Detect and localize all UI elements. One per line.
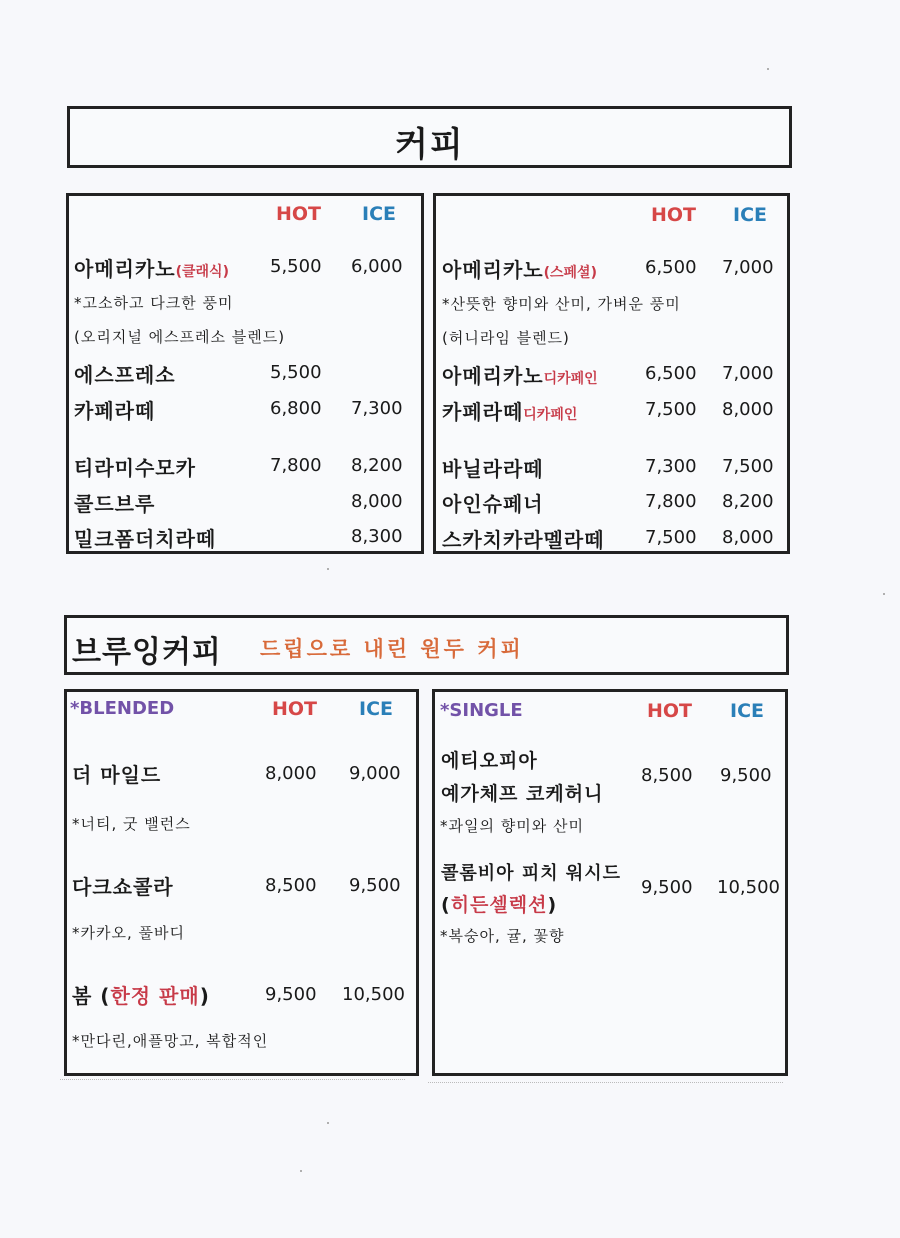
price-ice: 8,000 <box>351 491 403 512</box>
ice-header: ICE <box>362 203 396 225</box>
menu-item-decaf-americano <box>442 360 598 389</box>
special-coffee-panel <box>433 193 790 554</box>
price-ice: 10,500 <box>717 877 780 898</box>
scan-speck <box>883 593 885 595</box>
item-tag: (스페셜) <box>543 265 597 281</box>
menu-item-name: 밀크폼더치라떼 <box>74 527 217 551</box>
scan-dotted-line <box>60 1079 405 1080</box>
menu-item-americano-special <box>442 254 597 283</box>
menu-item-name: 바닐라라떼 <box>442 457 544 481</box>
price-ice: 8,000 <box>722 399 774 420</box>
menu-item-name: 콜드브루 <box>74 492 156 516</box>
price-ice: 10,500 <box>342 984 405 1005</box>
price-hot: 7,500 <box>645 527 697 548</box>
single-panel <box>432 689 788 1076</box>
menu-item-name: 아인슈페너 <box>442 492 544 516</box>
menu-item-hidden-selection <box>441 890 557 917</box>
single-label: *SINGLE <box>440 700 523 721</box>
item-note: *산뜻한 향미와 산미, 가벼운 풍미 <box>442 295 681 313</box>
limited-tag: 한정 판매 <box>110 984 200 1008</box>
menu-item-name: 에스프레소 <box>74 363 176 387</box>
item-note: *너티, 굿 밸런스 <box>72 815 191 833</box>
price-ice: 7,000 <box>722 363 774 384</box>
price-hot: 8,000 <box>265 763 317 784</box>
item-name: 카페라떼 <box>442 400 524 424</box>
item-note: *만다린,애플망고, 복합적인 <box>72 1032 269 1050</box>
price-ice: 6,000 <box>351 256 403 277</box>
price-ice: 9,500 <box>349 875 401 896</box>
price-hot: 7,800 <box>645 491 697 512</box>
price-ice: 8,000 <box>722 527 774 548</box>
menu-item-name: 티라미수모카 <box>74 456 196 480</box>
scan-speck <box>327 568 329 570</box>
price-hot: 5,500 <box>270 362 322 383</box>
price-ice: 7,500 <box>722 456 774 477</box>
item-note: *복숭아, 귤, 꽃향 <box>440 927 565 945</box>
scan-speck <box>767 68 769 70</box>
menu-item-name: 스카치카라멜라떼 <box>442 528 605 552</box>
price-ice: 8,200 <box>351 455 403 476</box>
hot-header: HOT <box>276 203 322 225</box>
price-ice: 7,300 <box>351 398 403 419</box>
menu-item-name: 카페라떼 <box>74 399 156 423</box>
hidden-selection-tag: 히든셀렉션 <box>450 894 548 916</box>
item-note: (허니라임 블렌드) <box>442 329 570 347</box>
price-ice: 9,500 <box>720 765 772 786</box>
item-note: *카카오, 풀바디 <box>72 924 185 942</box>
item-name: 아메리카노 <box>442 258 544 282</box>
menu-item-decaf-latte <box>442 396 577 425</box>
item-name: 아메리카노 <box>442 364 544 388</box>
coffee-title: 커피 <box>395 125 465 165</box>
menu-item-americano-classic <box>74 253 229 282</box>
item-note: (오리지널 에스프레소 블렌드) <box>74 328 286 346</box>
menu-item-name: 콜롬비아 피치 워시드 <box>441 863 622 884</box>
price-hot: 9,500 <box>265 984 317 1005</box>
item-tag: (클래식) <box>175 264 229 280</box>
classic-coffee-panel <box>66 193 424 554</box>
price-hot: 7,500 <box>645 399 697 420</box>
brewing-subtitle: 드립으로 내린 원두 커피 <box>260 637 524 661</box>
price-hot: 6,800 <box>270 398 322 419</box>
item-note: *과일의 향미와 산미 <box>440 817 584 835</box>
item-name: 봄 ( <box>72 984 111 1008</box>
item-tag: 디카페인 <box>543 371 598 387</box>
price-hot: 5,500 <box>270 256 322 277</box>
blended-label: *BLENDED <box>70 698 175 719</box>
price-ice: 8,300 <box>351 526 403 547</box>
menu-item-name: 다크쇼콜라 <box>72 875 174 899</box>
item-tag: 디카페인 <box>523 407 578 423</box>
blended-panel <box>64 689 419 1076</box>
price-hot: 8,500 <box>641 765 693 786</box>
hot-header: HOT <box>651 204 697 226</box>
price-hot: 7,300 <box>645 456 697 477</box>
menu-item-name: 에티오피아 <box>441 750 538 772</box>
price-hot: 8,500 <box>265 875 317 896</box>
menu-item-spring-limited <box>72 980 210 1009</box>
menu-item-name-line2: 예가체프 코케허니 <box>441 783 604 805</box>
scan-speck <box>300 1170 302 1172</box>
price-hot: 7,800 <box>270 455 322 476</box>
price-hot: 6,500 <box>645 363 697 384</box>
price-ice: 8,200 <box>722 491 774 512</box>
scan-speck <box>327 1122 329 1124</box>
paren-open: ( <box>441 894 451 916</box>
price-hot: 9,500 <box>641 877 693 898</box>
item-name-close: ) <box>199 984 210 1008</box>
hot-header: HOT <box>647 700 693 722</box>
price-ice: 9,000 <box>349 763 401 784</box>
paren-close: ) <box>547 894 558 916</box>
brewing-header-box <box>64 615 789 675</box>
menu-item-name: 더 마일드 <box>72 763 162 787</box>
price-hot: 6,500 <box>645 257 697 278</box>
hot-header: HOT <box>272 698 318 720</box>
coffee-header-box <box>67 106 792 168</box>
scan-dotted-line <box>428 1082 783 1083</box>
price-ice: 7,000 <box>722 257 774 278</box>
item-name: 아메리카노 <box>74 257 176 281</box>
ice-header: ICE <box>359 698 393 720</box>
ice-header: ICE <box>730 700 764 722</box>
item-note: *고소하고 다크한 풍미 <box>74 294 234 312</box>
brewing-title: 브루잉커피 <box>72 635 222 670</box>
ice-header: ICE <box>733 204 767 226</box>
